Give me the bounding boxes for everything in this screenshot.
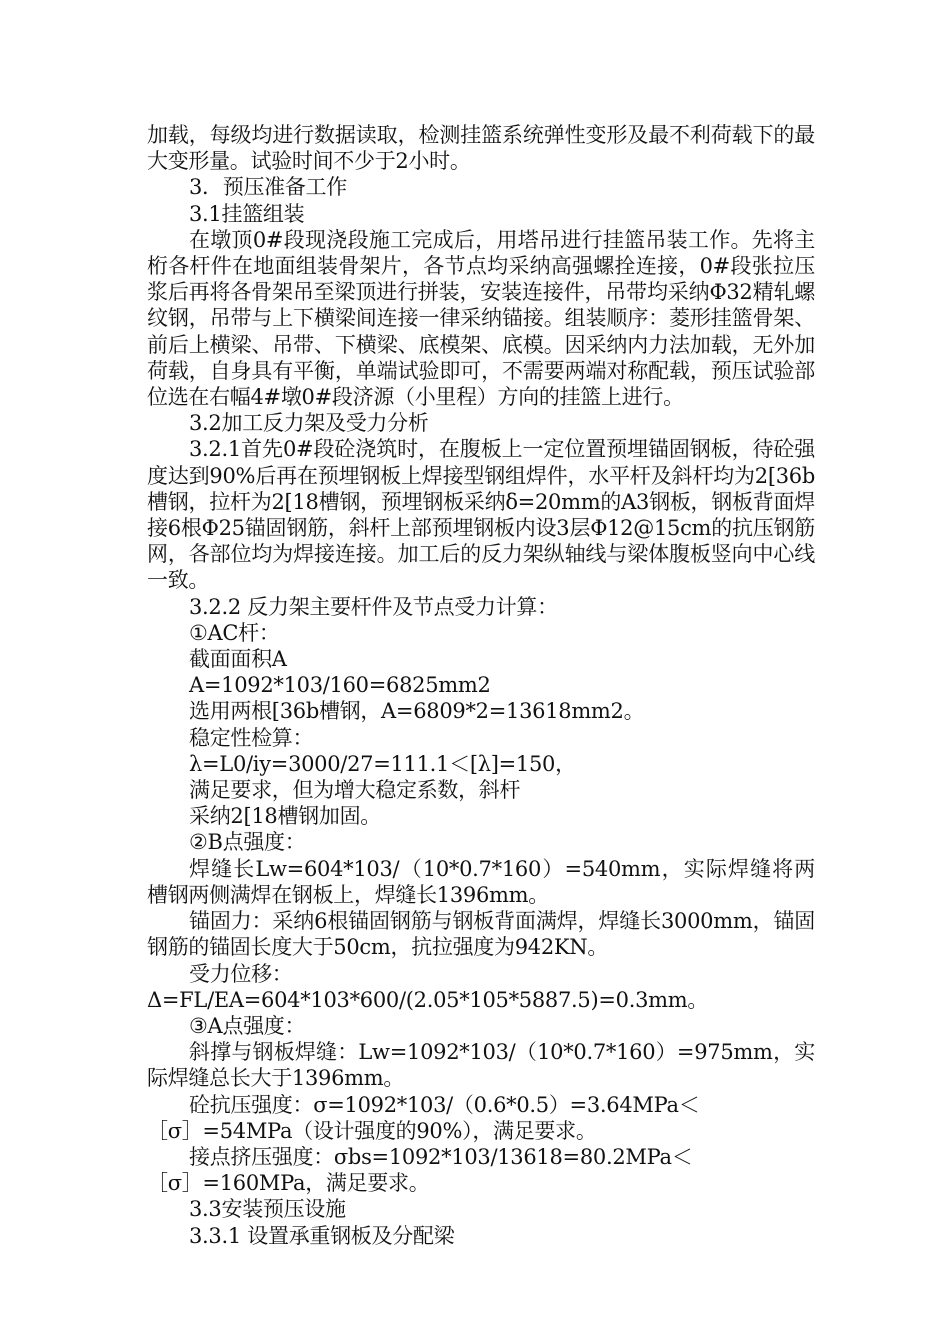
line-bearing-requirement: ［σ］=160MPa，满足要求。: [147, 1171, 430, 1196]
heading-3-2-reaction-frame: 3.2加工反力架及受力分析: [189, 411, 429, 436]
paragraph-basket-assembly: 在墩顶0#段现浇段施工完成后，用塔吊进行挂篮吊装工作。先将主桁各杆件在地面组装骨架片，各节点均采纳高强螺拴连接，0#段张拉压浆后再将各骨架吊至梁顶进行拼装，安装连接件，吊带均采纳Φ32精轧螺纹钢，吊带与上下横梁间连接一律采纳锚接。组装顺序：菱形挂篮骨架、前后上横梁、吊带、下横梁、底模架、底模。因采纳内力法加载，无外加荷载，自身具有平衡，单端试验即可，不需要两端对称配载，预压试验部位选在右幅4#墩0#段济源（小里程）方向的挂篮上进行。: [147, 227, 815, 410]
heading-3-1-basket-assembly: 3.1挂篮组装: [189, 201, 305, 226]
line-displacement: 受力位移：: [189, 961, 293, 986]
formula-displacement: Δ=FL/EA=604*103*600/(2.05*105*5887.5)=0.3mm。: [147, 987, 709, 1012]
paragraph-weld-length-a: 斜撑与钢板焊缝：Lw=1092*103/（10*0.7*160）=975mm，实际焊缝总长大于1396mm。: [147, 1040, 815, 1091]
formula-concrete-compression: 砼抗压强度：σ=1092*103/（0.6*0.5）=3.64MPa＜: [189, 1092, 700, 1117]
line-section-area: 截面面积A: [189, 647, 287, 672]
paragraph-weld-length-b: 焊缝长Lw=604*103/（10*0.7*160）=540mm，实际焊缝将两槽钢两侧满焊在钢板上，焊缝长1396mm。: [147, 856, 815, 907]
heading-3-3-1: 3.3.1 设置承重钢板及分配梁: [189, 1223, 455, 1248]
heading-3-2-2: 3.2.2 反力架主要杆件及节点受力计算：: [189, 594, 558, 619]
heading-3-preload-preparation: 3．预压准备工作: [189, 175, 347, 200]
line-stability-note: 满足要求，但为增大稳定系数，斜杆: [189, 778, 521, 803]
line-channel-selection: 选用两根[36b槽钢，A=6809*2=13618mm2。: [189, 699, 645, 724]
formula-area: A=1092*103/160=6825mm2: [189, 673, 491, 698]
heading-3-3-install-preload: 3.3安装预压设施: [189, 1197, 346, 1222]
line-reinforcement: 采纳2[18槽钢加固。: [189, 804, 381, 829]
item-a-point: ③A点强度：: [189, 1013, 306, 1038]
paragraph-3-2-1: 3.2.1首先0#段砼浇筑时，在腹板上一定位置预埋锚固钢板，待砼强度达到90%后再在预埋钢板上焊接型钢组焊件，水平杆及斜杆均为2[36b槽钢，拉杆为2[18槽钢，预埋钢板采纳δ=20mm的A3钢板，钢板背面焊接6根Φ25锚固钢筋，斜杆上部预埋钢板内设3层Φ12@15cm的抗压钢筋网，各部位均为焊接连接。加工后的反力架纵轴线与梁体腹板竖向中心线一致。: [147, 437, 815, 593]
paragraph-load-test-intro: 加载，每级均进行数据读取，检测挂篮系统弹性变形及最不利荷载下的最大变形量。试验时间不少于2小时。: [147, 123, 815, 174]
document-body: [147, 122, 815, 1249]
formula-slenderness: λ=L0/iy=3000/27=111.1＜[λ]=150，: [189, 751, 576, 776]
line-stability-check: 稳定性检算：: [189, 725, 314, 750]
line-concrete-requirement: ［σ］=54MPa（设计强度的90%），满足要求。: [147, 1118, 597, 1143]
formula-bearing-strength: 接点挤压强度：σbs=1092*103/13618=80.2MPa＜: [189, 1144, 693, 1169]
item-ac-member: ①AC杆：: [189, 620, 280, 645]
item-b-point: ②B点强度：: [189, 830, 306, 855]
paragraph-anchor-force: 锚固力：采纳6根锚固钢筋与钢板背面满焊，焊缝长3000mm，锚固钢筋的锚固长度大于50cm，抗拉强度为942KN。: [147, 909, 815, 960]
